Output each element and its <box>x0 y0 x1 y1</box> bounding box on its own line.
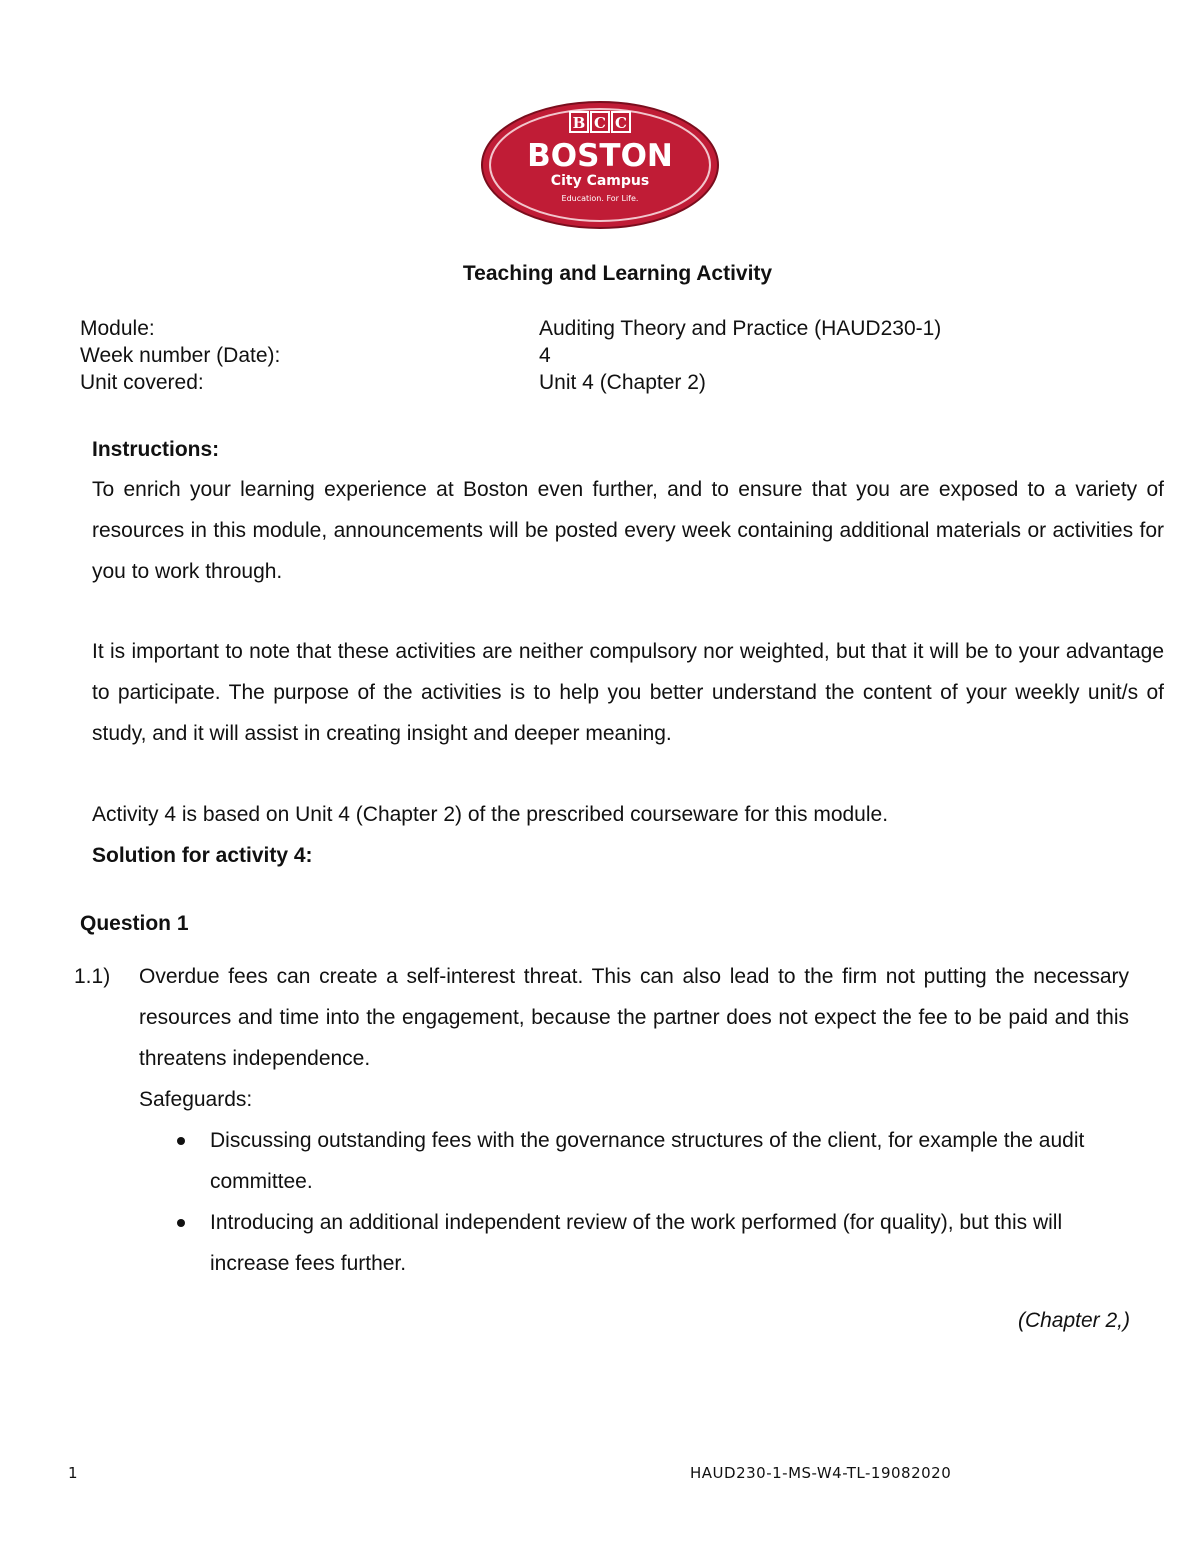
solution-heading: Solution for activity 4: <box>92 844 313 867</box>
bcc-letter-boxes <box>570 112 630 132</box>
item-answer <box>139 956 1129 1120</box>
instructions-paragraph-2 <box>92 631 1164 754</box>
list-item-text: Discussing outstanding fees with the governance structures of the client, for example the audit committee. <box>210 1129 1085 1193</box>
meta-value: Auditing Theory and Practice (HAUD230-1) <box>539 317 942 340</box>
meta-value: Unit 4 (Chapter 2) <box>539 371 706 394</box>
answer-text: Overdue fees can create a self-interest threat. This can also lead to the firm not putting the necessary resources and time into the engagement, because the partner does not expect the fee to be paid and this threatens independence. <box>139 965 1129 1070</box>
safeguards-list <box>172 1120 1132 1284</box>
paragraph-text: Activity 4 is based on Unit 4 (Chapter 2) of the prescribed courseware for this module. <box>92 803 889 826</box>
bullet-icon <box>177 1219 185 1227</box>
logo-tagline: Education. For Life. <box>561 194 639 203</box>
svg-text:C: C <box>615 114 627 132</box>
meta-row-week <box>80 342 1140 370</box>
meta-label: Unit covered: <box>80 371 204 394</box>
meta-value: 4 <box>539 344 551 367</box>
paragraph-text: It is important to note that these activities are neither compulsory nor weighted, but that it will be to your advantage to participate. The purpose of the activities is to help you better understand the content of your weekly unit/s of study, and it will assist in creating insight and deeper meaning. <box>92 640 1164 745</box>
svg-text:B: B <box>572 114 586 132</box>
bullet-icon <box>177 1137 185 1145</box>
paragraph-text: To enrich your learning experience at Boston even further, and to ensure that you are exposed to a variety of resources in this module, announcements will be posted every week containing additional materials or activities for you to work through. <box>92 478 1164 583</box>
meta-label: Module: <box>80 317 155 340</box>
logo-subtitle: City Campus <box>550 173 650 189</box>
instructions-heading: Instructions: <box>92 438 220 461</box>
list-item <box>172 1202 1132 1284</box>
logo-name: BOSTON <box>527 138 673 174</box>
instructions-paragraph-3 <box>92 794 1164 835</box>
meta-row-unit <box>80 369 1140 397</box>
safeguards-label: Safeguards: <box>139 1088 253 1111</box>
instructions-paragraph-1 <box>92 469 1164 592</box>
question-heading: Question 1 <box>80 912 189 935</box>
page-number: 1 <box>68 1464 79 1482</box>
item-number: 1.1) <box>74 965 111 988</box>
svg-text:C: C <box>594 114 606 132</box>
page-title: Teaching and Learning Activity <box>462 262 773 285</box>
meta-label: Week number (Date): <box>80 344 281 367</box>
list-item <box>172 1120 1132 1202</box>
document-code: HAUD230-1-MS-W4-TL-19082020 <box>690 1464 952 1482</box>
logo-emblem <box>480 100 720 230</box>
list-item-text: Introducing an additional independent review of the work performed (for quality), but this will increase fees further. <box>210 1211 1063 1275</box>
boston-city-campus-logo <box>480 100 720 230</box>
meta-row-module <box>80 315 1140 343</box>
chapter-reference: (Chapter 2,) <box>1017 1309 1130 1332</box>
